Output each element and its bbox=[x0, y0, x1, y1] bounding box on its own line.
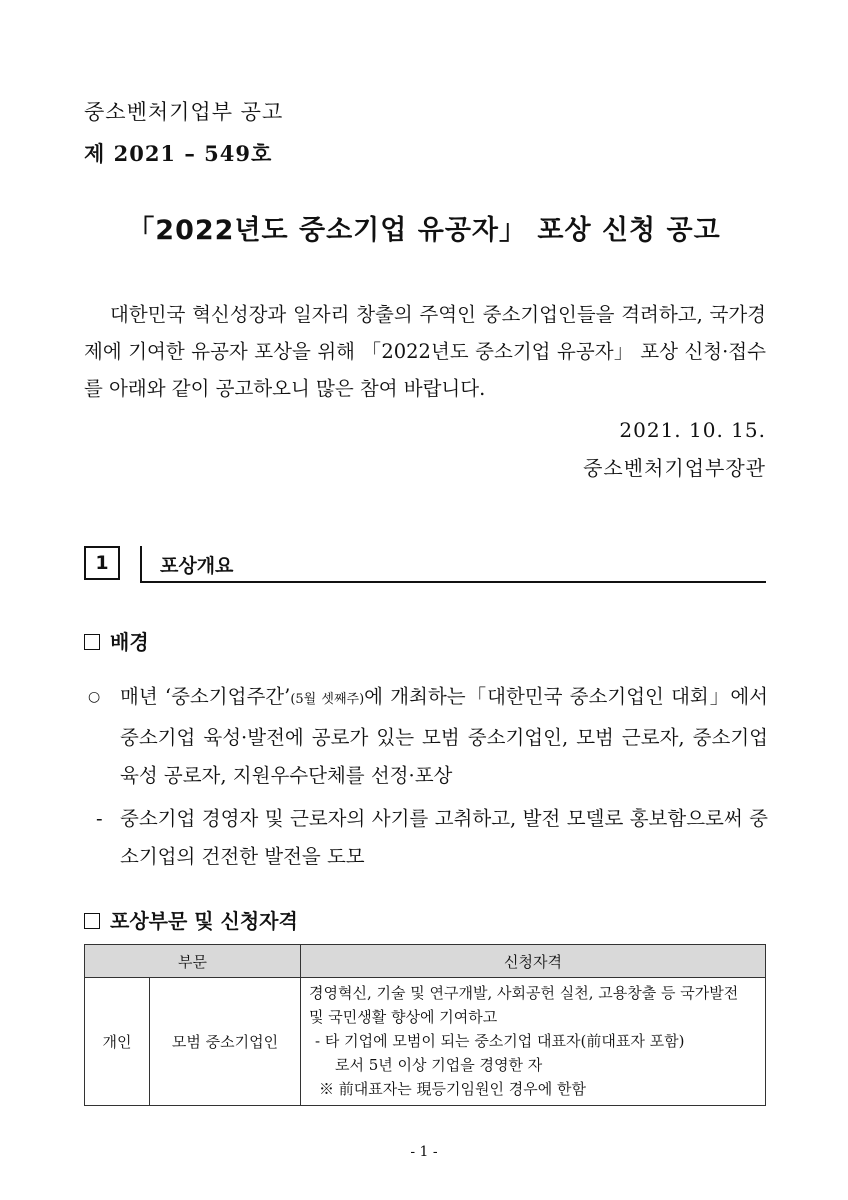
circle-bullet-icon: ○ bbox=[88, 689, 101, 705]
intro-paragraph bbox=[84, 296, 766, 407]
square-bullet-icon bbox=[84, 913, 100, 929]
category-cell: 개인 bbox=[85, 978, 150, 1106]
bullet-text-part2: 에 개최하는「대한민국 중소기업인 대회」에서 중소기업 육성·발전에 공로가 있는 모범 중소기업인, 모범 근로자, 중소기업 육성 공로자, 지원우수단체를 선정·포상 bbox=[120, 685, 768, 787]
intro-text: 대한민국 혁신성장과 일자리 창출의 주역인 중소기업인들을 격려하고, 국가경제에 기여한 유공자 포상을 위해 「2022년도 중소기업 유공자」 포상 신청·접수를 아래와 같이 공고하오니 많은 참여 바랍니다. bbox=[84, 303, 766, 400]
column-header-category: 부문 bbox=[85, 945, 301, 978]
dash-mark: - bbox=[96, 807, 103, 830]
table-header-row bbox=[85, 945, 766, 978]
qualification-note: ※ 前대표자는 現등기임원인 경우에 한함 bbox=[319, 1080, 586, 1098]
subcategory-cell: 모범 중소기업인 bbox=[150, 978, 301, 1106]
background-bullet bbox=[88, 678, 768, 795]
qualification-subline: - 타 기업에 모범이 되는 중소기업 대표자(前대표자 포함) bbox=[315, 1032, 685, 1050]
page-number: - 1 - bbox=[410, 1144, 438, 1160]
awards-heading bbox=[84, 905, 298, 934]
column-header-qualification: 신청자격 bbox=[301, 945, 766, 978]
section-underline bbox=[140, 581, 766, 583]
awards-heading-text: 포상부문 및 신청자격 bbox=[110, 909, 298, 933]
qualification-line: 경영혁신, 기술 및 연구개발, 사회공헌 실천, 고용창출 등 국가발전 및 국민생활 향상에 기여하고 bbox=[309, 984, 739, 1026]
bullet-text-small: (5월 셋째주) bbox=[290, 692, 365, 707]
table-row bbox=[85, 978, 766, 1106]
bullet-text-part1: 매년 ‘중소기업주간’ bbox=[120, 685, 291, 708]
page-title: 「2022년도 중소기업 유공자」 포상 신청 공고 bbox=[127, 215, 721, 246]
qualification-cell bbox=[301, 978, 766, 1106]
background-bullet-text bbox=[120, 678, 768, 795]
organization-name: 중소벤처기업부 공고 bbox=[84, 100, 284, 124]
section-number-box: 1 bbox=[84, 546, 120, 580]
section-title: 포상개요 bbox=[160, 555, 234, 577]
section-divider-bar bbox=[140, 546, 142, 582]
qualification-subline-cont: 로서 5년 이상 기업을 경영한 자 bbox=[335, 1056, 543, 1074]
background-dash-item bbox=[96, 800, 768, 876]
background-heading bbox=[84, 626, 149, 655]
square-bullet-icon bbox=[84, 634, 100, 650]
notice-date: 2021. 10. 15. bbox=[619, 418, 766, 442]
dash-item-text: 중소기업 경영자 및 근로자의 사기를 고취하고, 발전 모델로 홍보함으로써 중소기업의 건전한 발전을 도모 bbox=[120, 807, 768, 868]
background-heading-text: 배경 bbox=[110, 630, 149, 654]
issuer-name: 중소벤처기업부장관 bbox=[583, 456, 766, 480]
awards-table bbox=[84, 944, 766, 1106]
notice-number: 제 2021 – 549호 bbox=[84, 141, 273, 166]
